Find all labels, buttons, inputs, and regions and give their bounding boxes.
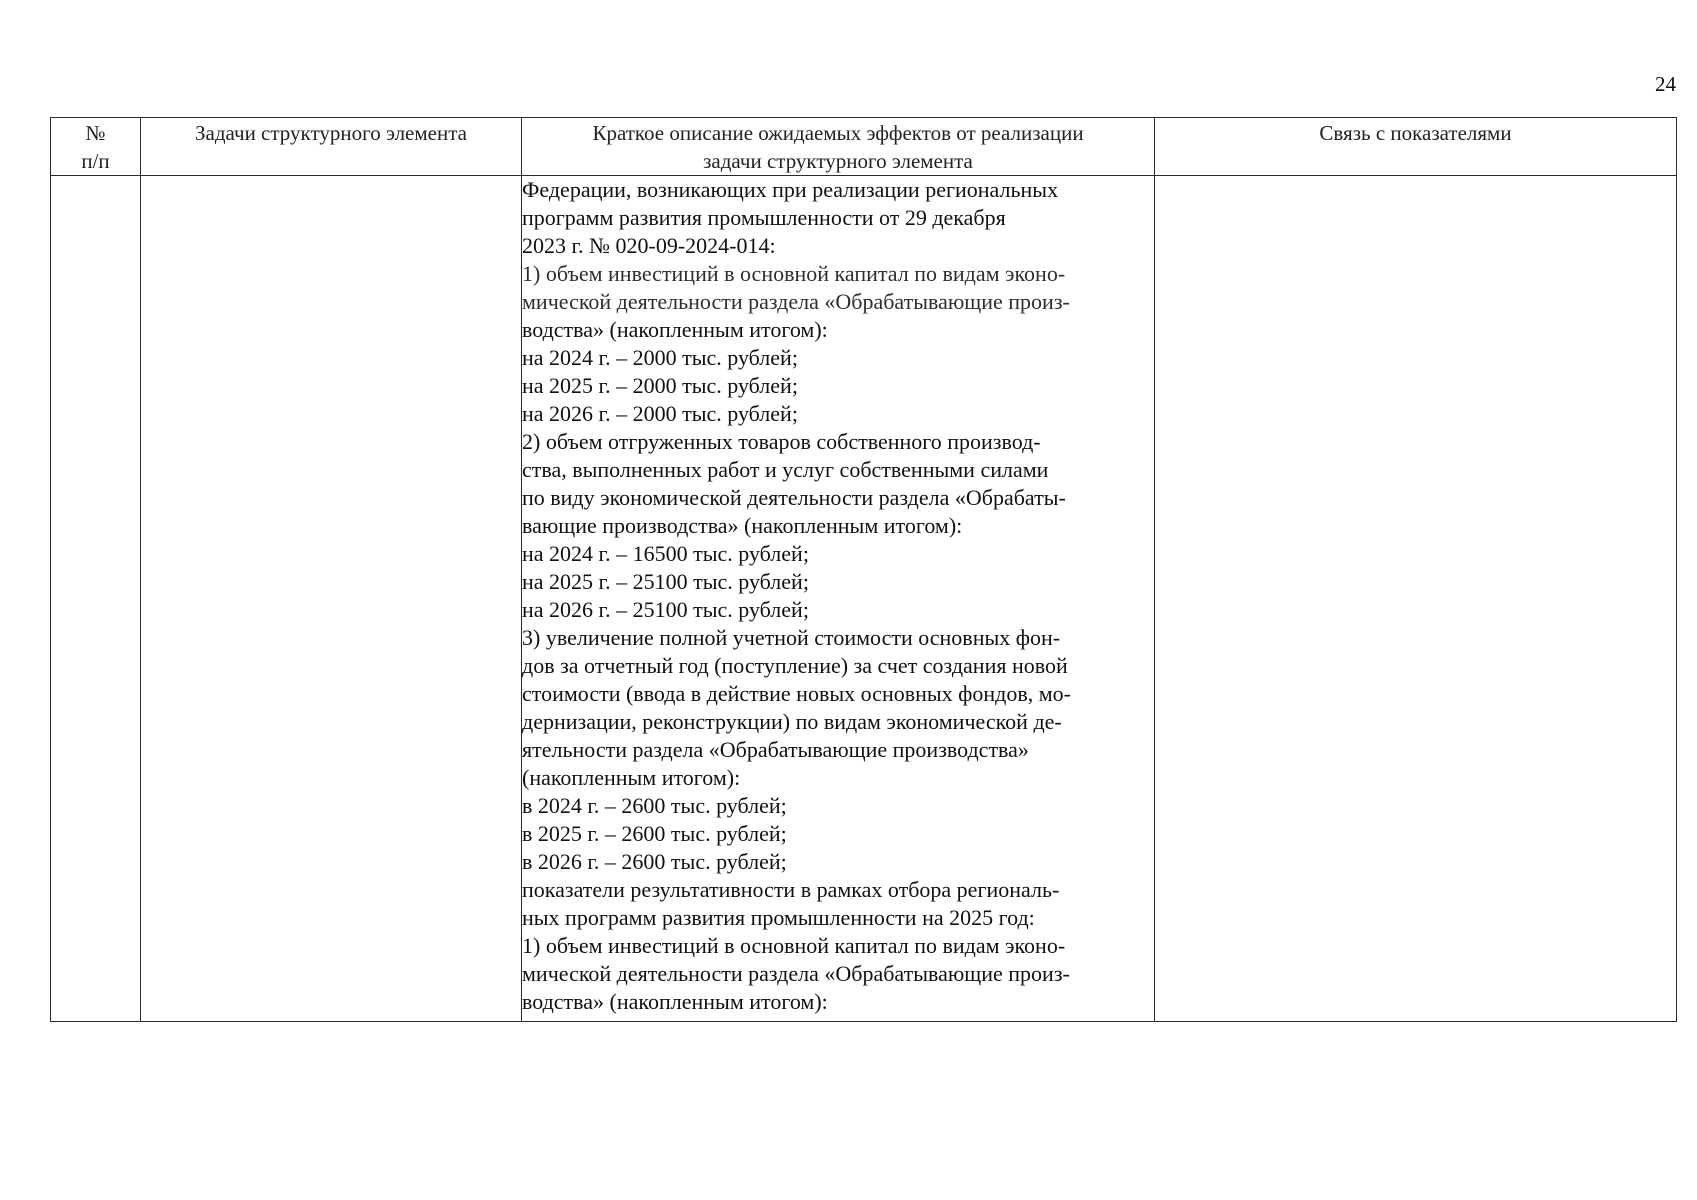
description-line: стоимости (ввода в действие новых основных фондов, мо-: [522, 681, 1072, 706]
table-row: [51, 176, 1677, 1022]
description-line: водства» (накопленным итогом):: [522, 317, 828, 342]
description-line: на 2024 г. – 2000 тыс. рублей;: [522, 345, 798, 370]
description-line: в 2025 г. – 2600 тыс. рублей;: [522, 821, 787, 846]
cell-number: [51, 176, 141, 1022]
description-line: на 2026 г. – 2000 тыс. рублей;: [522, 401, 798, 426]
header-indicators-line: Связь с показателями: [1319, 121, 1512, 145]
document-table: [50, 117, 1677, 1022]
cell-description: [522, 176, 1155, 1022]
cell-tasks: [141, 176, 522, 1022]
description-line: вающие производства» (накопленным итогом):: [522, 513, 963, 538]
description-line: на 2025 г. – 2000 тыс. рублей;: [522, 373, 798, 398]
page-number: 24: [1655, 72, 1676, 96]
description-line: Федерации, возникающих при реализации региональных: [522, 177, 1059, 202]
description-line: 1) объем инвестиций в основной капитал по видам эконо-: [522, 261, 1066, 286]
description-line: на 2026 г. – 25100 тыс. рублей;: [522, 597, 809, 622]
description-line: по виду экономической деятельности раздела «Обрабаты-: [522, 485, 1066, 510]
table-header-row: [51, 118, 1677, 176]
description-line: дов за отчетный год (поступление) за счет создания новой: [522, 653, 1068, 678]
description-line: программ развития промышленности от 29 декабря: [522, 205, 1006, 230]
header-description-line: задачи структурного элемента: [703, 149, 973, 173]
description-line: в 2024 г. – 2600 тыс. рублей;: [522, 793, 787, 818]
header-number-line: п/п: [81, 149, 110, 173]
header-tasks-line: Задачи структурного элемента: [195, 121, 467, 145]
description-line: ных программ развития промышленности на 2025 год:: [522, 905, 1035, 930]
description-line: ятельности раздела «Обрабатывающие производства»: [522, 737, 1029, 762]
description-line: водства» (накопленным итогом):: [522, 989, 828, 1014]
description-line: на 2024 г. – 16500 тыс. рублей;: [522, 541, 809, 566]
header-description-line: Краткое описание ожидаемых эффектов от реализации: [592, 121, 1084, 145]
header-number-line: №: [85, 121, 106, 145]
cell-indicators: [1155, 176, 1677, 1022]
description-line: показатели результативности в рамках отбора региональ-: [522, 877, 1060, 902]
description-line: дернизации, реконструкции) по видам экономической де-: [522, 709, 1062, 734]
header-tasks: [141, 118, 522, 176]
header-description: [522, 118, 1155, 176]
header-number: [51, 118, 141, 176]
description-line: мической деятельности раздела «Обрабатывающие произ-: [522, 289, 1070, 314]
description-line: ства, выполненных работ и услуг собственными силами: [522, 457, 1049, 482]
description-line: в 2026 г. – 2600 тыс. рублей;: [522, 849, 787, 874]
header-indicators: [1155, 118, 1677, 176]
description-line: 3) увеличение полной учетной стоимости основных фон-: [522, 625, 1061, 650]
description-line: (накопленным итогом):: [522, 765, 741, 790]
description-line: мической деятельности раздела «Обрабатывающие произ-: [522, 961, 1070, 986]
description-line: 1) объем инвестиций в основной капитал по видам эконо-: [522, 933, 1066, 958]
description-line: на 2025 г. – 25100 тыс. рублей;: [522, 569, 809, 594]
description-line: 2) объем отгруженных товаров собственного производ-: [522, 429, 1041, 454]
description-line: 2023 г. № 020-09-2024-014:: [522, 233, 776, 258]
